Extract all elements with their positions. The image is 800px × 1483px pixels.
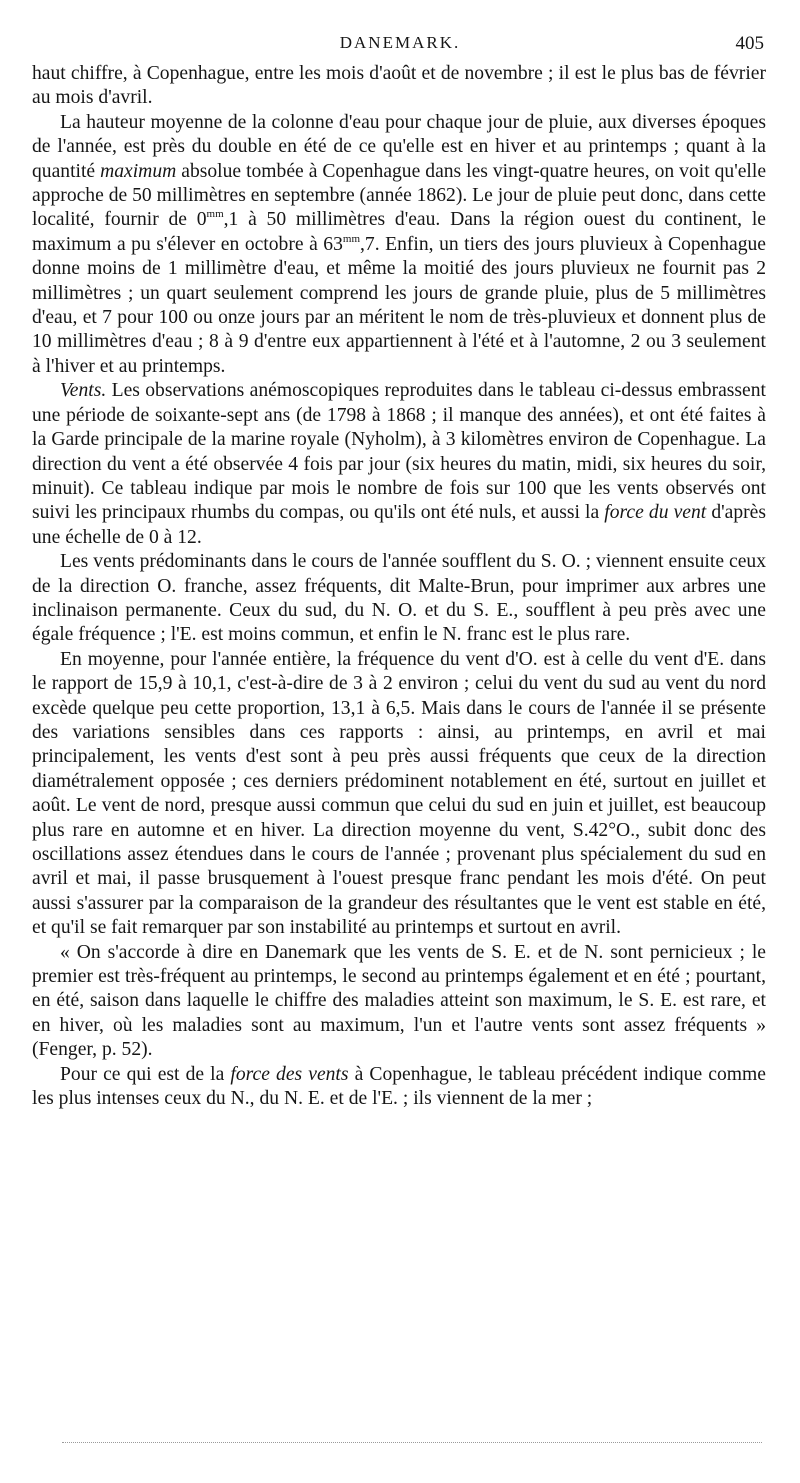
unit-superscript: mm: [206, 208, 224, 221]
paragraph: [32, 62, 766, 111]
text-run: ,7. Enfin, un tiers des jours pluvieux à Copenhague donne moins de 1 millimètre d'eau, et même la moitié des jours pluvieux ne fournit pas 2 millimètres ; un quart seulement comprend les jours de grande pluie, plus de 5 millimètres d'eau, et 7 pour 100 ou onze jours par an méritent le nom de très-pluvieux et donnent plus de 10 millimètres d'eau ; 8 à 9 d'entre eux appartiennent à l'été et à l'automne, 2 ou 3 seulement à l'hiver et au printemps.: [32, 233, 766, 377]
text-run: La hauteur moyenne de la colonne d'eau pour chaque jour de pluie, aux diverses époques de l'année, est près du double en été de ce qu'elle est en hiver et au printemps ; quant à la quantité: [32, 111, 766, 182]
running-title: DANEMARK.: [339, 33, 461, 52]
paragraph: [32, 550, 766, 648]
text-run: Les observations anémoscopiques reproduites dans le tableau ci-dessus embrassent une période de soixante-sept ans (de 1798 à 1868 ; il manque des années), et ont été faites à la Garde principale de la marine royale (Nyholm), à 3 kilomètres environ de Copenhague. La direction du vent a été observée 4 fois par jour (six heures du matin, midi, six heures du soir, minuit). Ce tableau indique par mois le nombre de fois sur 100 que les vents observés ont suivi les principaux rhumbs du compas, ou qu'ils ont été nuls, et aussi la: [32, 380, 766, 524]
italic-text: Vents.: [60, 380, 107, 402]
text-run: Les vents prédominants dans le cours de l'année soufflent du S. O. ; viennent ensuite ceux de la direction O. franche, assez fréquents, dit Malte-Brun, pour imprimer aux arbres une inclinaison permanente. Ceux du sud, du N. O. et du S. E., soufflent à peu près avec une égale fréquence ; l'E. est moins commun, et enfin le N. franc est le plus rare.: [32, 551, 766, 646]
page-number: 405: [735, 33, 764, 54]
text-run: ,1 à 50 millimètres d'eau. Dans la région ouest du continent, le maximum a pu s'élever en octobre à 63: [32, 209, 766, 255]
paragraph: [32, 1063, 766, 1112]
text-run: d'après une échelle de 0 à 12.: [32, 502, 766, 548]
paragraph: [32, 648, 766, 941]
paragraph: [32, 379, 766, 550]
text-run: Pour ce qui est de la: [60, 1063, 231, 1085]
paragraph: [32, 111, 766, 379]
text-run: absolue tombée à Copenhague dans les vingt-quatre heures, on voit qu'elle approche de 50 millimètres en septembre (année 1862). Le jour de pluie peut donc, dans cette localité, fournir de 0: [32, 160, 767, 231]
footer-dotted-rule: [62, 1442, 762, 1443]
text-run: En moyenne, pour l'année entière, la fréquence du vent d'O. est à celle du vent d'E. dans le rapport de 15,9 à 10,1, c'est-à-dire de 3 à 2 environ ; celui du vent du sud au vent du nord excède quelque peu cette proportion, 13,1 à 6,5. Mais dans le cours de l'année il se présente des variations sensibles dans ces rapports : ainsi, au printemps, en avril et mai principalement, les vents d'est sont à peu près aussi fréquents que ceux de la direction diamétralement opposée ; ces derniers prédominent notablement en été, surtout en juillet et août. Le vent de nord, presque aussi commun que celui du sud en juin et juillet, est beaucoup plus rare en automne et en hiver. La direction moyenne du vent, S.42°O., subit donc des oscillations assez étendues dans le cours de l'année ; provenant plus spécialement du sud en avril et mai, il passe brusquement à l'ouest presque franc pendant les mois d'été. On peut aussi s'assurer par la comparaison de la grandeur des résultantes que le vent est stable en été, et qu'il se fait remarquer par son instabilité au printemps et surtout en avril.: [32, 648, 766, 939]
text-run: haut chiffre, à Copenhague, entre les mois d'août et de novembre ; il est le plus bas de février au mois d'avril.: [32, 63, 766, 109]
italic-text: force du vent: [604, 502, 707, 524]
running-head: [0, 33, 800, 57]
unit-superscript: mm: [342, 232, 361, 245]
italic-text: force des vents: [230, 1063, 349, 1085]
text-run: « On s'accorde à dire en Danemark que les vents de S. E. et de N. sont pernicieux ; le premier est très-fréquent au printemps, le second au printemps également et en été ; pourtant, en été, saison dans laquelle le chiffre des maladies atteint son maximum, le S. E. est rare, et en hiver, où les maladies sont au maximum, l'un et l'autre vents sont assez fréquents » (Fenger, p. 52).: [32, 941, 766, 1061]
text-run: à Copenhague, le tableau précédent indique comme les plus intenses ceux du N., du N. E. et de l'E. ; ils viennent de la mer ;: [32, 1063, 766, 1110]
body-text: [32, 62, 766, 1111]
italic-text: maximum: [100, 160, 177, 182]
paragraph: [32, 941, 766, 1063]
